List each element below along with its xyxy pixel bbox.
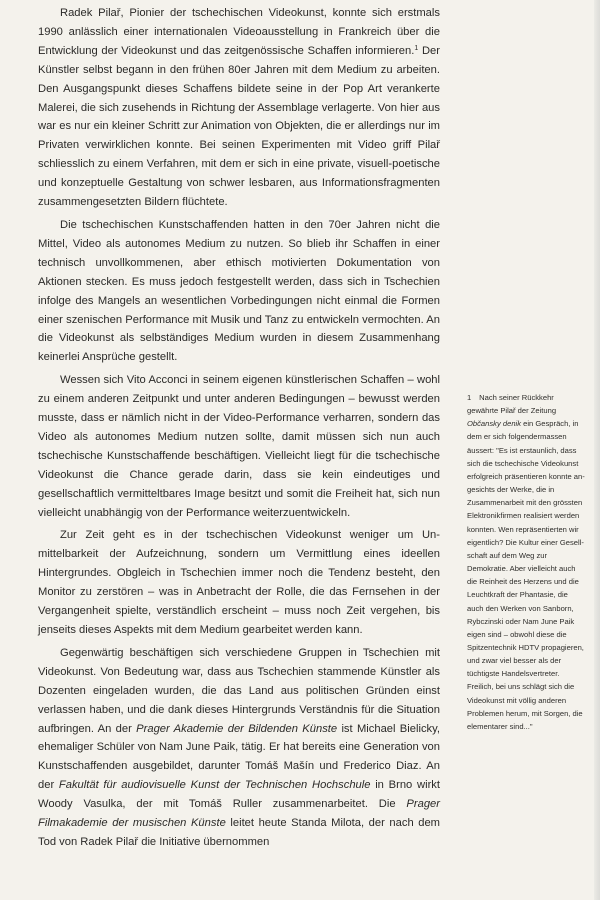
text-run: Radek Pilař, Pionier der tschechischen Videokunst, konnte sich erstmals 1990 anlässlich einer internationalen Videoausstellung in Frankreich über die Entwicklung der Videokunst und das zeitgenössische Schaffen informieren.: [38, 7, 440, 57]
footnote-number: 1: [467, 393, 472, 402]
text-run: ist Michael Bielicky, ehemaliger Schüler von Nam June Paik, tätig. Er hat bereits eine Generation von Kunstschaffenden ausgebildet, darunter Tomáš Mašín und Frederico Diaz. An der: [38, 722, 441, 792]
text-run: Wessen sich Vito Acconci in seinem eigenen künstlerischen Schaffen – wohl zu einem anderen Zeitpunkt und unter anderen Bedingungen – bewusst werden musste, dass er nämlich nicht in der Video-Performance verharren, sondern das Video als autonomes Medium nutzen sollte, damit müssen sich nun auch tschechische Kunstschaffende beschäftigen. Vielleicht liegt für die tschechische Videokunst die Chance gerade darin, dass sie kein eindeutiges und gesellschaftlich vermitteltbares Image besitzt und somit die Freiheit hat, sich nun vielleicht unabhängig von der Performance weiterzuentwickeln.: [38, 374, 440, 519]
body-text: [38, 4, 440, 856]
institution-name: Prager Akademie der Bildenden Künste: [136, 722, 338, 735]
institution-name: Fakultät für audiovisuelle Kunst der Technischen Hochschule: [58, 779, 371, 792]
sidenote-1: [467, 391, 585, 733]
text-run: Der Künstler selbst begann in den frühen 80er Jahren mit dem Medium zu arbeiten. Den Ausgangspunkt dieses Schaffens bildete seine in der Pop Art verankerte Malerei, die sich zusehends in Richtung der Assemblage verlagerte. Von hier aus war es nur ein kleiner Schritt zur Animation von Objekten, die er allerdings nur im Privaten verwirklichen konnte. Bei seinen Experimenten mit Video griff Pilař schliesslich zu einem Verfahren, mit dem er sich in eine private, visuell-poetische und konzeptuelle Gestaltung von schwer lesbaren, aus Informationsfragmenten zusammengesetzten Bildern flüchtete.: [38, 44, 440, 209]
newspaper-title: Občansky denik: [467, 419, 522, 429]
paragraph-5: [38, 644, 440, 852]
page-edge: [594, 0, 600, 900]
paragraph-1: [38, 4, 440, 212]
footnote-text: ein Gespräch, in dem er sich folgendermassen äussert: "Es ist erstaunlich, dass sich die tschechische Videokunst erfolgreich präsentieren konnte angesichts der Werke, die in Zusammenarbeit mit den grössten Elektronikfirmen realisiert werden konnten. Wen repräsentierten wir eigentlich? Die Kultur einer Gesellschaft auf dem Weg zur Demokratie. Aber vielleicht auch die Reinheit des Herzens und die Leuchtkraft der Phantasie, die auch den Werken von Sanborn, Rybczinski oder Nam June Paik eigen sind – obwohl diese die Spitzentechnik HDTV propagieren, und zwar viel besser als der tüchtigste Handelsvertreter. Freilich, bei uns schlägt sich die Videokunst mit völlig anderen Problemen herum, mit Sorgen, die elementarer sind...": [467, 419, 585, 731]
text-run: Zur Zeit geht es in der tschechischen Videokunst weniger um Unmittelbarkeit der Aufzeichnung, sondern um Vermittlung eines ideellen Hintergrundes. Obgleich in Tschechien immer noch die Tendenz besteht, den Monitor zu zerstören – was in Anbetracht der Rolle, die das Fernsehen in der Vergangenheit spielte, verständlich erscheint – muss noch Zeit vergehen, bis jenseits dieses Aspekts mit dem Medium gearbeitet werden kann.: [38, 529, 440, 636]
paragraph-4: [38, 526, 440, 639]
text-run: Gegenwärtig beschäftigen sich verschiedene Gruppen in Tschechien mit Videokunst. Von Bedeutung war, dass aus Tschechien stammende Künstler als Dozenten eingeladen wurden, die das Land aus politischen Gründen einst verlassen haben, und die dank dieses Hintergrunds Verständnis für die Situation aufbringen. An der: [38, 646, 440, 735]
footnote-text: Nach seiner Rückkehr gewährte Pilař der Zeitung: [467, 393, 557, 416]
paragraph-2: [38, 216, 440, 367]
text-run: leitet heute Standa Milota, der nach dem Tod von Radek Pilař die Initiative übernommen: [38, 817, 440, 848]
text-run: Die tschechischen Kunstschaffenden hatten in den 70er Jahren nicht die Mittel, Video als autonomes Medium zu nutzen. So blieb ihr Schaffen in einer technisch unvollkommenen, aber ethisch motivierten Dokumentation von Aktionen stecken. Es muss jedoch festgestellt werden, dass sich in Tschechien infolge des Mangels an wesentlichen Vorbedingungen nicht einmal die Formen einer szenischen Performance mit Musik und Tanz zu entwickeln vermochten. An die Videokunst als selbständiges Medium wurden in diesem Zusammenhang keinerlei Ansprüche gestellt.: [38, 218, 440, 364]
footnote-reference[interactable]: 1: [414, 44, 419, 52]
institution-name: Prager Filmakademie der musischen Künste: [38, 798, 440, 830]
paragraph-3: [38, 371, 440, 522]
text-run: in Brno wirkt Woody Vasulka, der mit Tomáš Ruller zusammenarbeitet. Die: [38, 779, 440, 811]
